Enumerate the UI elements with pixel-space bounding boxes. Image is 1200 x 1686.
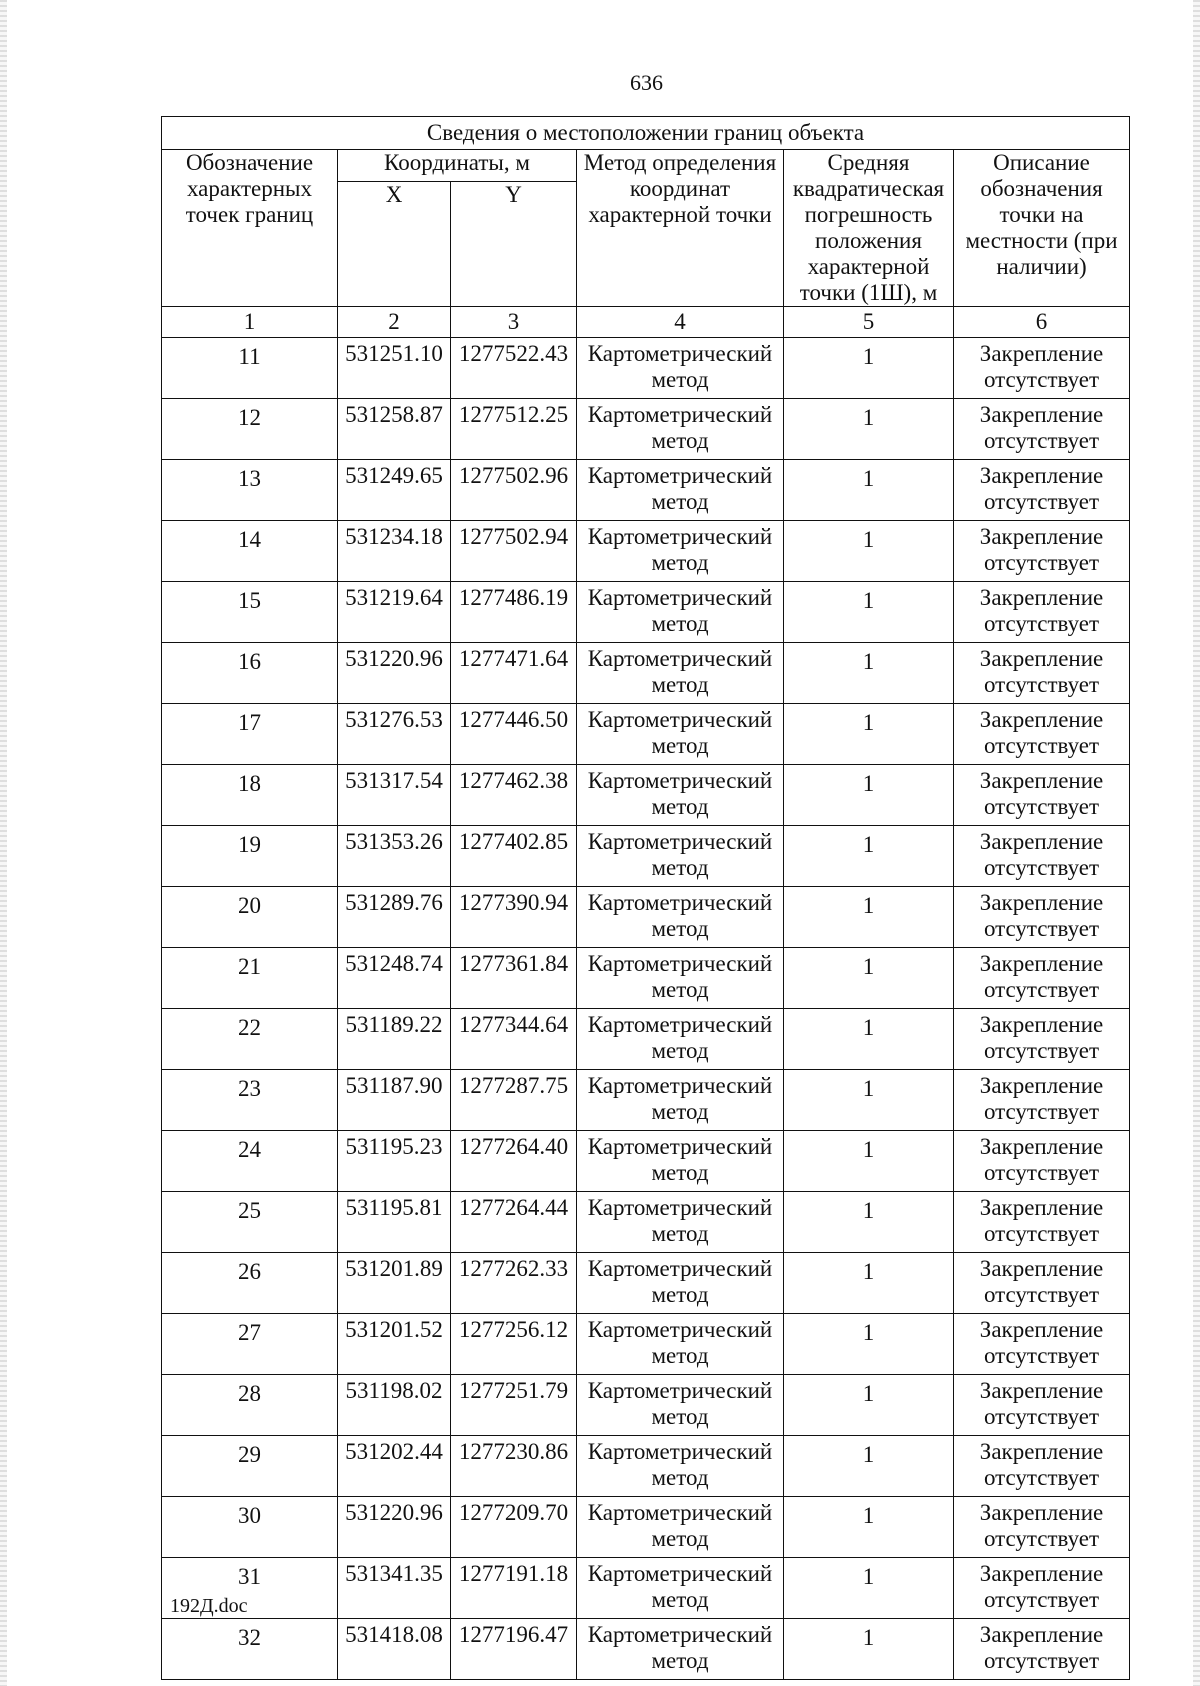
description-cell: Закрепление отсутствует (954, 338, 1130, 399)
description-cell: Закрепление отсутствует (954, 1192, 1130, 1253)
table-row (162, 1558, 1130, 1619)
x-cell: 531189.22 (338, 1009, 451, 1070)
x-cell: 531248.74 (338, 948, 451, 1009)
error-cell: 1 (784, 1070, 954, 1131)
point-cell: 22 (162, 1009, 338, 1070)
column-number-row (162, 307, 1130, 338)
x-cell: 531195.81 (338, 1192, 451, 1253)
point-cell: 16 (162, 643, 338, 704)
description-cell: Закрепление отсутствует (954, 1436, 1130, 1497)
method-cell: Картометрический метод (577, 826, 784, 887)
error-cell: 1 (784, 460, 954, 521)
column-number: 5 (784, 307, 954, 338)
table-row (162, 1619, 1130, 1680)
table-row (162, 399, 1130, 460)
description-cell: Закрепление отсутствует (954, 887, 1130, 948)
method-cell: Картометрический метод (577, 704, 784, 765)
y-cell: 1277264.40 (451, 1131, 577, 1192)
method-cell: Картометрический метод (577, 887, 784, 948)
x-cell: 531201.52 (338, 1314, 451, 1375)
method-cell: Картометрический метод (577, 1192, 784, 1253)
header-description: Описание обозначения точки на местности (при наличии) (954, 150, 1130, 307)
y-cell: 1277262.33 (451, 1253, 577, 1314)
y-cell: 1277522.43 (451, 338, 577, 399)
column-number: 2 (338, 307, 451, 338)
method-cell: Картометрический метод (577, 399, 784, 460)
error-cell: 1 (784, 1314, 954, 1375)
method-cell: Картометрический метод (577, 338, 784, 399)
y-cell: 1277191.18 (451, 1558, 577, 1619)
scan-edge-right (1193, 0, 1200, 1686)
error-cell: 1 (784, 704, 954, 765)
column-number: 1 (162, 307, 338, 338)
x-cell: 531198.02 (338, 1375, 451, 1436)
method-cell: Картометрический метод (577, 1009, 784, 1070)
point-cell: 24 (162, 1131, 338, 1192)
error-cell: 1 (784, 1619, 954, 1680)
header-x: X (338, 182, 451, 307)
method-cell: Картометрический метод (577, 1131, 784, 1192)
boundary-coordinates-table (161, 116, 1130, 1680)
description-cell: Закрепление отсутствует (954, 1070, 1130, 1131)
method-cell: Картометрический метод (577, 582, 784, 643)
description-cell: Закрепление отсутствует (954, 643, 1130, 704)
x-cell: 531234.18 (338, 521, 451, 582)
table-row (162, 643, 1130, 704)
header-row (162, 150, 1130, 182)
point-cell: 30 (162, 1497, 338, 1558)
method-cell: Картометрический метод (577, 1314, 784, 1375)
description-cell: Закрепление отсутствует (954, 765, 1130, 826)
y-cell: 1277402.85 (451, 826, 577, 887)
header-y: Y (451, 182, 577, 307)
point-cell: 13 (162, 460, 338, 521)
table-row (162, 521, 1130, 582)
x-cell: 531187.90 (338, 1070, 451, 1131)
error-cell: 1 (784, 1009, 954, 1070)
y-cell: 1277230.86 (451, 1436, 577, 1497)
scan-edge-left (0, 0, 7, 1686)
page-number: 636 (630, 70, 663, 95)
error-cell: 1 (784, 887, 954, 948)
error-cell: 1 (784, 1131, 954, 1192)
table-row (162, 1131, 1130, 1192)
table-row (162, 1009, 1130, 1070)
point-cell: 17 (162, 704, 338, 765)
point-cell: 19 (162, 826, 338, 887)
column-number: 3 (451, 307, 577, 338)
error-cell: 1 (784, 338, 954, 399)
y-cell: 1277264.44 (451, 1192, 577, 1253)
error-cell: 1 (784, 1558, 954, 1619)
point-cell: 15 (162, 582, 338, 643)
y-cell: 1277196.47 (451, 1619, 577, 1680)
header-point: Обозначение характерных точек границ (162, 150, 338, 307)
y-cell: 1277256.12 (451, 1314, 577, 1375)
x-cell: 531251.10 (338, 338, 451, 399)
x-cell: 531341.35 (338, 1558, 451, 1619)
error-cell: 1 (784, 1192, 954, 1253)
point-cell: 29 (162, 1436, 338, 1497)
table-row (162, 582, 1130, 643)
x-cell: 531220.96 (338, 643, 451, 704)
table-row (162, 948, 1130, 1009)
method-cell: Картометрический метод (577, 460, 784, 521)
error-cell: 1 (784, 1497, 954, 1558)
error-cell: 1 (784, 643, 954, 704)
y-cell: 1277209.70 (451, 1497, 577, 1558)
x-cell: 531317.54 (338, 765, 451, 826)
method-cell: Картометрический метод (577, 521, 784, 582)
description-cell: Закрепление отсутствует (954, 1497, 1130, 1558)
table-row (162, 1497, 1130, 1558)
table-row (162, 460, 1130, 521)
y-cell: 1277251.79 (451, 1375, 577, 1436)
table-row (162, 1375, 1130, 1436)
x-cell: 531195.23 (338, 1131, 451, 1192)
y-cell: 1277471.64 (451, 643, 577, 704)
point-cell: 26 (162, 1253, 338, 1314)
error-cell: 1 (784, 1375, 954, 1436)
x-cell: 531353.26 (338, 826, 451, 887)
error-cell: 1 (784, 399, 954, 460)
description-cell: Закрепление отсутствует (954, 521, 1130, 582)
description-cell: Закрепление отсутствует (954, 460, 1130, 521)
y-cell: 1277361.84 (451, 948, 577, 1009)
y-cell: 1277462.38 (451, 765, 577, 826)
footer-filename: 192Д.doc (170, 1595, 248, 1617)
x-cell: 531202.44 (338, 1436, 451, 1497)
error-cell: 1 (784, 948, 954, 1009)
method-cell: Картометрический метод (577, 1070, 784, 1131)
method-cell: Картометрический метод (577, 1619, 784, 1680)
error-cell: 1 (784, 826, 954, 887)
point-cell: 31 (162, 1558, 338, 1619)
description-cell: Закрепление отсутствует (954, 399, 1130, 460)
column-number: 4 (577, 307, 784, 338)
method-cell: Картометрический метод (577, 948, 784, 1009)
x-cell: 531220.96 (338, 1497, 451, 1558)
error-cell: 1 (784, 765, 954, 826)
header-coordinates: Координаты, м (338, 150, 577, 182)
header-error: Средняя квадратическая погрешность положения характерной точки (1Ш), м (784, 150, 954, 307)
x-cell: 531289.76 (338, 887, 451, 948)
y-cell: 1277486.19 (451, 582, 577, 643)
point-cell: 25 (162, 1192, 338, 1253)
point-cell: 21 (162, 948, 338, 1009)
point-cell: 27 (162, 1314, 338, 1375)
point-cell: 20 (162, 887, 338, 948)
table-row (162, 1436, 1130, 1497)
column-number: 6 (954, 307, 1130, 338)
table-row (162, 704, 1130, 765)
method-cell: Картометрический метод (577, 1253, 784, 1314)
y-cell: 1277512.25 (451, 399, 577, 460)
error-cell: 1 (784, 1253, 954, 1314)
y-cell: 1277344.64 (451, 1009, 577, 1070)
table-row (162, 765, 1130, 826)
point-cell: 23 (162, 1070, 338, 1131)
table-row (162, 1314, 1130, 1375)
description-cell: Закрепление отсутствует (954, 948, 1130, 1009)
x-cell: 531201.89 (338, 1253, 451, 1314)
header-method: Метод определения координат характерной точки (577, 150, 784, 307)
point-cell: 18 (162, 765, 338, 826)
y-cell: 1277502.96 (451, 460, 577, 521)
description-cell: Закрепление отсутствует (954, 704, 1130, 765)
description-cell: Закрепление отсутствует (954, 1558, 1130, 1619)
table-caption-row (162, 117, 1130, 150)
table-row (162, 887, 1130, 948)
description-cell: Закрепление отсутствует (954, 1253, 1130, 1314)
point-cell: 28 (162, 1375, 338, 1436)
point-cell: 12 (162, 399, 338, 460)
table-row (162, 338, 1130, 399)
x-cell: 531276.53 (338, 704, 451, 765)
description-cell: Закрепление отсутствует (954, 1619, 1130, 1680)
description-cell: Закрепление отсутствует (954, 1375, 1130, 1436)
table-row (162, 1253, 1130, 1314)
x-cell: 531418.08 (338, 1619, 451, 1680)
table-row (162, 1070, 1130, 1131)
error-cell: 1 (784, 1436, 954, 1497)
table-caption: Сведения о местоположении границ объекта (162, 117, 1130, 150)
x-cell: 531219.64 (338, 582, 451, 643)
y-cell: 1277287.75 (451, 1070, 577, 1131)
table-row (162, 826, 1130, 887)
method-cell: Картометрический метод (577, 1436, 784, 1497)
method-cell: Картометрический метод (577, 1375, 784, 1436)
point-cell: 14 (162, 521, 338, 582)
x-cell: 531258.87 (338, 399, 451, 460)
method-cell: Картометрический метод (577, 765, 784, 826)
method-cell: Картометрический метод (577, 1558, 784, 1619)
y-cell: 1277390.94 (451, 887, 577, 948)
description-cell: Закрепление отсутствует (954, 1131, 1130, 1192)
error-cell: 1 (784, 582, 954, 643)
method-cell: Картометрический метод (577, 643, 784, 704)
description-cell: Закрепление отсутствует (954, 582, 1130, 643)
point-cell: 11 (162, 338, 338, 399)
y-cell: 1277446.50 (451, 704, 577, 765)
description-cell: Закрепление отсутствует (954, 826, 1130, 887)
description-cell: Закрепление отсутствует (954, 1009, 1130, 1070)
x-cell: 531249.65 (338, 460, 451, 521)
point-cell: 32 (162, 1619, 338, 1680)
description-cell: Закрепление отсутствует (954, 1314, 1130, 1375)
y-cell: 1277502.94 (451, 521, 577, 582)
method-cell: Картометрический метод (577, 1497, 784, 1558)
table-row (162, 1192, 1130, 1253)
error-cell: 1 (784, 521, 954, 582)
